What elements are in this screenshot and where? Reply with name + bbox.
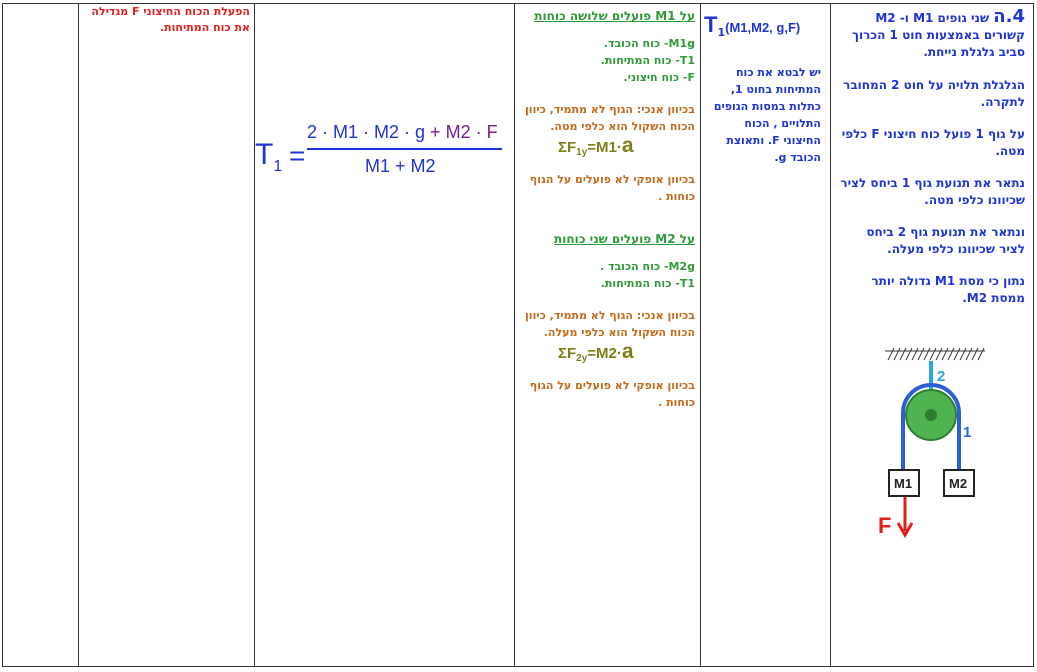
m2-force-tension: T1- כוח המתיחות. — [600, 277, 695, 291]
rope-2-label: 2 — [937, 368, 946, 385]
problem-force-text: על גוף 1 פועל כוח חיצוני F כלפי מטה. — [841, 127, 1025, 158]
m2-eq-sigmaF: ΣF — [558, 345, 577, 363]
m2-vertical-text: בכיוון אנכי: הגוף לא מתמיד, כיוון הכוח השקול הוא כלפי מעלה. — [525, 309, 695, 340]
m1-eq-sigmaF: ΣF — [558, 139, 577, 156]
tension-formula — [255, 118, 510, 198]
m1-equation — [520, 134, 695, 161]
problem-intro: שני גופים M1 ו- M2 קשורים באמצעות חוט 1 הכרוך סביב גלגלת נייחת. — [852, 11, 1025, 59]
m2-equation — [520, 340, 695, 367]
column-divider — [514, 3, 515, 667]
rope-1-label: 1 — [963, 424, 972, 441]
m1-eq-rhs: =M1· — [587, 139, 622, 156]
m2-horizontal-text: בכיוון אופקי לא פועלים על הגוף כוחות . — [529, 379, 695, 410]
forces-column — [520, 8, 695, 411]
formula-lhs-T: T — [255, 138, 274, 171]
formula-numerator-extra: M2 · F — [445, 122, 498, 142]
formula-denominator: M1 + M2 — [365, 156, 436, 176]
problem-axis2-text: ונתאר את תנועת גוף 2 ביחס לציר שכיוונו כלפי מעלה. — [866, 225, 1025, 256]
m1-force-tension: T1- כוח המתיחות. — [600, 54, 695, 67]
column-divider — [254, 3, 255, 667]
formula-fraction-bar — [307, 148, 502, 150]
m1-eq-accel: a — [621, 134, 634, 157]
formula-lhs — [255, 138, 282, 176]
target-args: (M1,M2, g,F) — [725, 20, 801, 35]
target-T-sub: 1 — [717, 26, 726, 40]
mass-1-label: M1 — [894, 476, 913, 491]
target-T: T — [704, 12, 718, 37]
problem-axis1-text: נתאר את תנועת גוף 1 ביחס לציר שכיוונו כלפי מטה. — [840, 176, 1025, 207]
m2-eq-sub: 2y — [576, 353, 588, 365]
formula-numerator-main: 2 · M1 · M2 · g — [307, 122, 426, 142]
problem-pulley-text: הגלגלת תלויה על חוט 2 המחובר לתקרה. — [843, 78, 1025, 109]
m1-force-gravity: M1g- כוח הכובד. — [603, 37, 695, 50]
ceiling-hatch — [885, 348, 985, 360]
problem-statement — [840, 8, 1025, 322]
m2-heading: על M2 פועלים שני כוחות — [554, 232, 695, 247]
m2-eq-accel: a — [621, 340, 634, 364]
formula-lhs-sub: 1 — [273, 158, 283, 175]
m1-force-external: F- כוח חיצוני. — [623, 71, 695, 84]
column-divider — [78, 3, 79, 667]
m1-heading: על M1 פועלים שלושה כוחות — [534, 9, 695, 23]
column-divider — [830, 3, 831, 667]
formula-numerator — [307, 122, 498, 143]
target-text: יש לבטא את כוח המתיחות בחוט 1, כתלות במסות הגופים התלויים , הכוח החיצוני F. ותאוצת הכובד g. — [713, 66, 821, 164]
pulley-axle — [925, 409, 937, 421]
m2-force-gravity: M2g- כוח הכובד . — [599, 260, 695, 274]
formula-equals: = — [289, 140, 306, 171]
force-label: F — [878, 513, 892, 538]
pulley-diagram — [860, 345, 1010, 545]
column-divider — [700, 3, 701, 667]
target-expression — [704, 12, 826, 41]
problem-number: 4.ה — [993, 6, 1025, 27]
formula-numerator-plus: + — [430, 122, 441, 142]
m1-eq-sub: 1y — [576, 147, 588, 159]
conclusion-note: הפעלת הכוח החיצוני F מגדילה את כוח המתיחות. — [91, 5, 250, 34]
m1-vertical-text: בכיוון אנכי: הגוף לא מתמיד, כיוון הכוח השקול הוא כלפי מטה. — [525, 103, 695, 133]
m2-eq-rhs: =M2· — [587, 345, 622, 363]
m1-horizontal-text: בכיוון אופקי לא פועלים על הגוף כוחות . — [529, 173, 695, 204]
problem-given-text: נתון כי מסת M1 גדולה יותר ממסת M2. — [871, 274, 1025, 305]
mass-2-label: M2 — [949, 476, 968, 491]
